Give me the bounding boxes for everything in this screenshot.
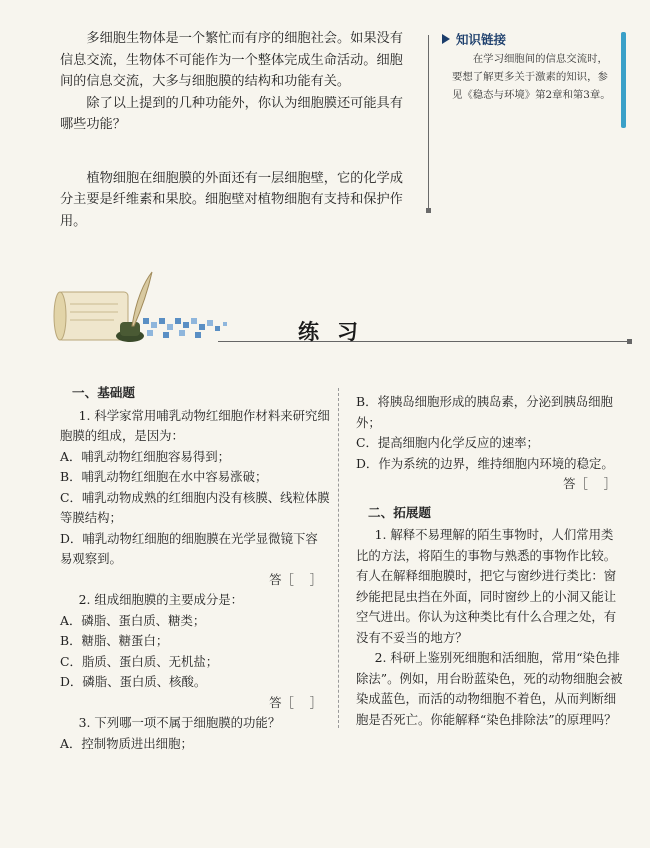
sidebar-accent-bar (621, 32, 626, 128)
extension-questions-column (356, 392, 624, 730)
q1-option-b: B．哺乳动物红细胞在水中容易涨破； (60, 469, 268, 484)
banner-rule (218, 341, 632, 342)
column-divider (428, 35, 429, 210)
q2-option-b: B．糖脂、糖蛋白； (60, 633, 169, 648)
intro-paragraph-3: 植物细胞在细胞膜的外面还有一层细胞壁，它的化学成分主要是纤维素和果胶。细胞壁对植物细胞有支持和保护作用。 (60, 170, 403, 229)
sidebar-body: 在学习细胞间的信息交流时，要想了解更多关于激素的知识，参见《稳态与环境》第2章和第3章。 (452, 53, 611, 101)
q3-option-b: B．将胰岛细胞形成的胰岛素，分泌到胰岛细胞外； (356, 394, 613, 430)
intro-paragraph-2: 除了以上提到的几种功能外，你认为细胞膜还可能具有哪些功能？ (60, 95, 403, 132)
q3-option-c: C．提高细胞内化学反应的速率； (356, 435, 539, 450)
basic-questions-column (60, 383, 330, 754)
knowledge-link-box (434, 30, 624, 130)
scroll-quill-icon (48, 270, 248, 355)
q3-answer-box: 答［ ］ (563, 476, 616, 491)
section-title-extension: 二、拓展题 (368, 504, 431, 520)
extension-question-1: 1. 解释不易理解的陌生事物时，人们常用类比的方法，将陌生的事物与熟悉的事物作比较。有人在解释细胞膜时，把它与窗纱进行类比：窗纱能把昆虫挡在外面，同时窗纱上的小洞又能让空气进出。你认为这种类比有什么合理之处，有没有不妥当的地方？ (356, 527, 617, 645)
q2-option-d: D．磷脂、蛋白质、核酸。 (60, 674, 207, 689)
intro-paragraph-1: 多细胞生物体是一个繁忙而有序的细胞社会。如果没有信息交流，生物体不可能作为一个整体完成生命活动。细胞间的信息交流，大多与细胞膜的结构和功能有关。 (60, 31, 403, 89)
extension-question-2: 2. 科研上鉴别死细胞和活细胞，常用“染色排除法”。例如，用台盼蓝染色，死的动物细胞会被染成蓝色，而活的动物细胞不着色，从而判断细胞是否死亡。你能解释“染色排除法”的原理吗？ (356, 650, 623, 727)
section-title-basic: 一、基础题 (72, 385, 135, 400)
q3-option-d: D．作为系统的边界，维持细胞内环境的稳定。 (356, 455, 614, 471)
exercise-heading: 练习 (298, 319, 376, 344)
question-1-stem: 1. 科学家常用哺乳动物红细胞作材料来研究细胞膜的组成，是因为： (60, 407, 330, 443)
sidebar-title: 知识链接 (456, 32, 507, 47)
question-2-stem: 2. 组成细胞膜的主要成分是： (78, 592, 244, 607)
q1-option-c: C．哺乳动物成熟的红细胞内没有核膜、线粒体膜等膜结构； (60, 489, 330, 525)
q2-option-c: C．脂质、蛋白质、无机盐； (60, 653, 219, 669)
q1-answer-box: 答［ ］ (269, 571, 322, 587)
q1-option-d: D．哺乳动物红细胞的细胞膜在光学显微镜下容易观察到。 (60, 530, 318, 566)
dashed-column-divider (338, 388, 339, 728)
triangle-bullet-icon (442, 34, 450, 44)
q2-option-a: A．磷脂、蛋白质、糖类； (60, 612, 206, 628)
q1-option-a: A．哺乳动物红细胞容易得到； (60, 448, 231, 464)
intro-text-column (60, 28, 410, 232)
q2-answer-box: 答［ ］ (269, 694, 322, 710)
question-3-stem: 3. 下列哪一项不属于细胞膜的功能？ (78, 715, 281, 730)
q3-option-a: A．控制物质进出细胞； (60, 735, 193, 751)
exercise-banner (0, 270, 650, 360)
